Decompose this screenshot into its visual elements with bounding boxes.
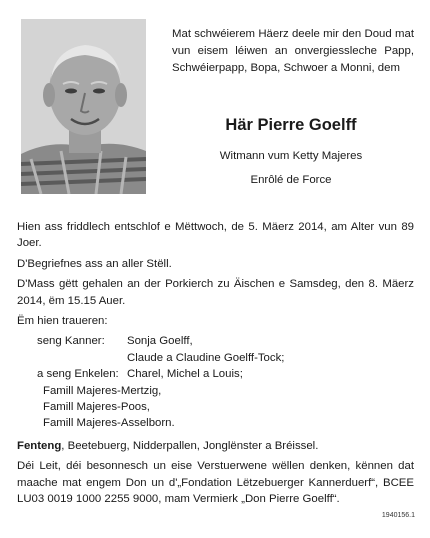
donation-paragraph: Déi Leit, déi besonnesch un eise Verstuerwene wëllen denken, kënnen dat maache mat engem Don un d'„Fondation Lëtzebuerger Kannerduerf“, BCEE LU03 0019 1000 2255 9000, mam Vermierk „Don Pierre Goelff“. [17,460,414,506]
child-entry: Sonja Goelff, [127,335,193,348]
funeral-note: D'Begriefnes ass an aller Stëll. [17,257,172,270]
places-bold: Fenteng [17,439,62,452]
family-entry: Famill Majeres-Poos, [43,401,150,414]
family-entry: Famill Majeres-Asselborn. [43,417,175,430]
widower-line: Witmann vum Ketty Majeres [219,150,363,162]
places-rest: , Beetebuerg, Nidderpallen, Jonglënster a Bréissel. [61,439,319,452]
children-label-spacer [17,350,127,366]
family-entry: Famill Majeres-Mertzig, [43,384,162,397]
children-label: seng Kanner: [37,335,105,348]
reference-code: 1940156.1 [381,512,415,519]
death-paragraph: Hien ass friddlech entschlof e Mëttwoch, de 5. Mäerz 2014, am Alter vun 89 Joer. [17,221,414,250]
intro-text: Mat schwéierem Häerz deele mir den Doud mat vun eisem léiwen an onvergiessleche Papp, Schwéierpapp, Bopa, Schwoer a Monni, dem [172,28,414,74]
mourners-list [17,333,414,431]
enrole-line: Enrôlé de Force [250,174,332,186]
children-row-2 [17,350,414,366]
portrait-photo [21,19,146,194]
grandchildren-row [17,366,414,382]
grandchildren-names: Charel, Michel a Louis; [127,368,243,381]
portrait-image [21,19,146,194]
places-line [17,438,414,454]
grandchildren-label: a seng Enkelen: [37,368,119,381]
child-entry: Claude a Claudine Goelff-Tock; [127,351,285,364]
notice-body [17,219,414,508]
deceased-name: Här Pierre Goelff [225,116,357,134]
mass-paragraph: D'Mass gëtt gehalen an der Porkierch zu Äischen e Samsdeg, den 8. Mäerz 2014, ëm 15.15 Auer. [17,278,414,307]
mourners-intro: Ëm hien traueren: [17,315,108,328]
children-row [17,333,414,349]
